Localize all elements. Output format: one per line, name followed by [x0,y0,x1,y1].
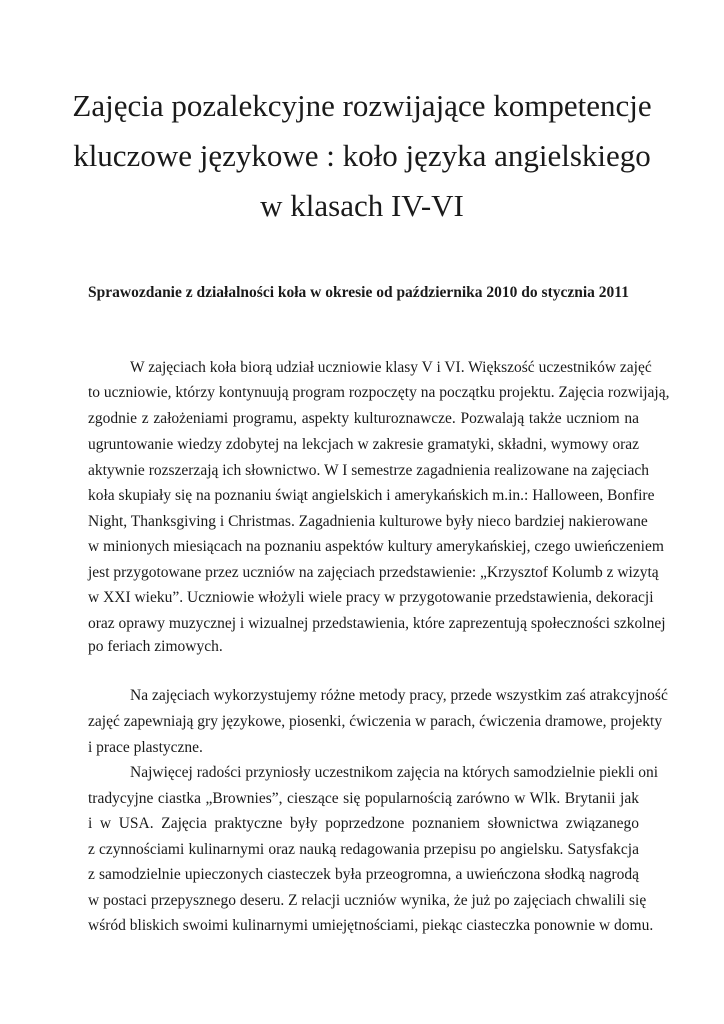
text-line: w postaci przepysznego deseru. Z relacji uczniów wynika, że już po zajęciach chwalili się [88,892,647,909]
text-line: to uczniowie, którzy kontynuują program rozpoczęty na początku projektu. Zajęcia rozwijają, [88,384,670,401]
text-line: po feriach zimowych. [88,638,223,655]
text-line: Na zajęciach wykorzystujemy różne metody pracy, przede wszystkim zaś atrakcyjność [130,687,668,704]
report-subtitle: Sprawozdanie z działalności koła w okresie od października 2010 do stycznia 2011 [88,284,629,301]
title-line-2: kluczowe językowe : koło języka angielskiego [73,138,651,173]
text-line: w XXI wieku”. Uczniowie włożyli wiele pracy w przygotowanie przedstawienia, dekoracji [88,589,654,606]
text-line: Najwięcej radości przyniosły uczestnikom zajęcia na których samodzielnie piekli oni [130,764,659,781]
text-line: i w USA. Zajęcia praktyczne były poprzedzone poznaniem słownictwa związanego [88,815,639,832]
text-line: wśród bliskich swoimi kulinarnymi umiejętnościami, piekąc ciasteczka ponownie w domu. [88,917,654,934]
text-line: i prace plastyczne. [88,739,203,756]
text-line: zajęć zapewniają gry językowe, piosenki, ćwiczenia w parach, ćwiczenia dramowe, projekty [88,713,663,730]
text-line: Night, Thanksgiving i Christmas. Zagadnienia kulturowe były nieco bardziej nakierowane [88,513,648,530]
text-line: zgodnie z założeniami programu, aspekty kulturoznawcze. Pozwalają także uczniom na [88,410,639,427]
title-line-3: w klasach IV-VI [260,188,464,223]
text-line: ugruntowanie wiedzy zdobytej na lekcjach w zakresie gramatyki, składni, wymowy oraz [88,436,639,453]
text-line: jest przygotowane przez uczniów na zajęciach przedstawienie: „Krzysztof Kolumb z wizytą [88,564,659,581]
text-line: oraz oprawy muzycznej i wizualnej przedstawienia, które zaprezentują społeczności szkolnej [88,615,666,632]
text-line: z czynnościami kulinarnymi oraz nauką redagowania przepisu po angielsku. Satysfakcja [88,841,639,858]
text-line: koła skupiały się na poznaniu świąt angielskich i amerykańskich m.in.: Halloween, Bonfire [88,487,655,504]
text-line: z samodzielnie upieczonych ciasteczek była przeogromna, a uwieńczona słodką nagrodą [88,866,639,883]
text-line: w minionych miesiącach na poznaniu aspektów kultury amerykańskiej, czego uwieńczeniem [88,538,664,555]
text-line: tradycyjne ciastka „Brownies”, cieszące się popularnością zarówno w Wlk. Brytanii jak [88,790,639,807]
text-line: W zajęciach koła biorą udział uczniowie klasy V i VI. Większość uczestników zajęć [130,359,652,376]
title-line-1: Zajęcia pozalekcyjne rozwijające kompetencje [72,88,652,123]
text-line: aktywnie rozszerzają ich słownictwo. W I semestrze zagadnienia realizowane na zajęciach [88,462,650,479]
